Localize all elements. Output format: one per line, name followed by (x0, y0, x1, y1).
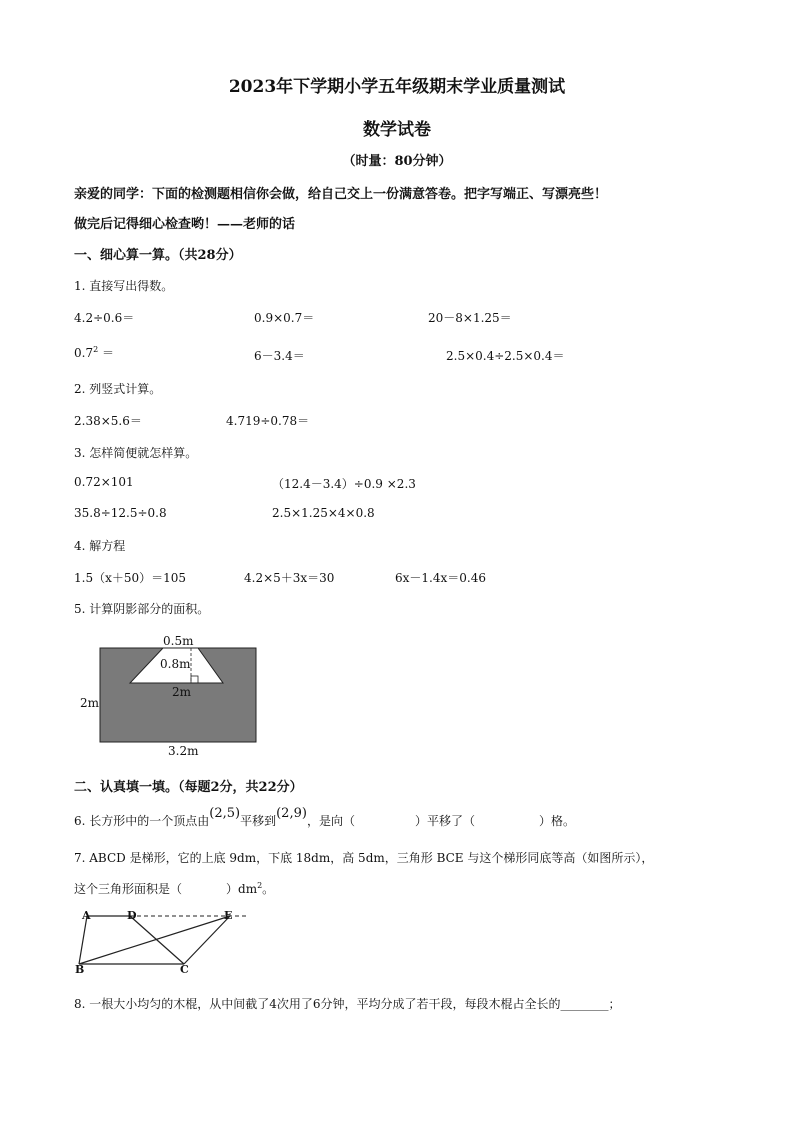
q4-label: 4. 解方程 (74, 539, 126, 553)
q2-label: 2. 列竖式计算。 (74, 382, 162, 396)
q5-label: 5. 计算阴影部分的面积。 (74, 602, 210, 616)
fig-label-width: 3.2m (168, 744, 199, 758)
point-c-label: C (180, 963, 189, 976)
q2-item: 4.719÷0.78＝ (226, 414, 310, 428)
q3-item: 0.72×101 (74, 475, 134, 489)
q1-item: 0.9×0.7＝ (254, 311, 315, 325)
fig-label-side: 2m (80, 696, 100, 710)
point-e-label: E (224, 909, 233, 922)
q4-item: 4.2×5＋3x＝30 (244, 571, 335, 585)
q1-item-square: $0.7^2$ ＝ (74, 345, 115, 360)
fig-label-height: 0.8m (160, 657, 191, 671)
exam-time: （时量：80分钟） (342, 154, 452, 169)
point-d-label: D (127, 909, 137, 922)
q4-item: 1.5（x＋50）＝105 (74, 571, 187, 585)
section-2-heading: 二、认真填一填。（每题2分，共22分） (74, 780, 303, 795)
exam-title: 2023年下学期小学五年级期末学业质量测试 (228, 77, 566, 97)
q3-item: 2.5×1.25×4×0.8 (272, 506, 375, 520)
q3-item: 35.8÷12.5÷0.8 (74, 506, 167, 520)
point-a-label: A (82, 909, 91, 922)
point-b-label: B (75, 963, 85, 976)
fig-label-top: 0.5m (163, 634, 194, 648)
exam-subject: 数学试卷 (363, 120, 431, 140)
q2-item: 2.38×5.6＝ (74, 414, 142, 428)
q4-item: 6x－1.4x＝0.46 (395, 571, 486, 585)
q7-line-1: 7. ABCD 是梯形，它的上底 9dm，下底 18dm，高 5dm，三角形 BCE 与这个梯形同底等高（如图所示）， (74, 851, 654, 865)
q3-item: （12.4－3.4）÷0.9 ×2.3 (272, 477, 416, 491)
q8-answer-blank[interactable]: ________ (560, 997, 609, 1011)
q1-item: 6－3.4＝ (254, 349, 305, 363)
q1-item: 2.5×0.4÷2.5×0.4＝ (446, 349, 565, 363)
q1-label: 1. 直接写出得数。 (74, 279, 174, 293)
q7-line-2: 这个三角形面积是（ ）$dm^2$。 (74, 881, 275, 896)
q6-text: 6. 长方形中的一个顶点由(2,5)平移到(2,9)，是向（ ）平移了（ ）格。 (74, 806, 575, 828)
section-1-heading: 一、细心算一算。（共28分） (74, 248, 242, 263)
greeting-line-2: 做完后记得细心检查哟！——老师的话 (74, 217, 296, 232)
q1-item: 20－8×1.25＝ (428, 311, 512, 325)
q8-text: 8. 一根大小均匀的木棍，从中间截了4次用了6分钟，平均分成了若干段，每段木棍占全长的________； (74, 997, 621, 1011)
fig-label-bottom: 2m (172, 685, 192, 699)
q1-item: 4.2÷0.6＝ (74, 311, 135, 325)
greeting-line-1: 亲爱的同学：下面的检测题相信你会做，给自己交上一份满意答卷。把字写端正、写漂亮些！ (74, 187, 608, 202)
q3-label: 3. 怎样简便就怎样算。 (74, 446, 198, 460)
